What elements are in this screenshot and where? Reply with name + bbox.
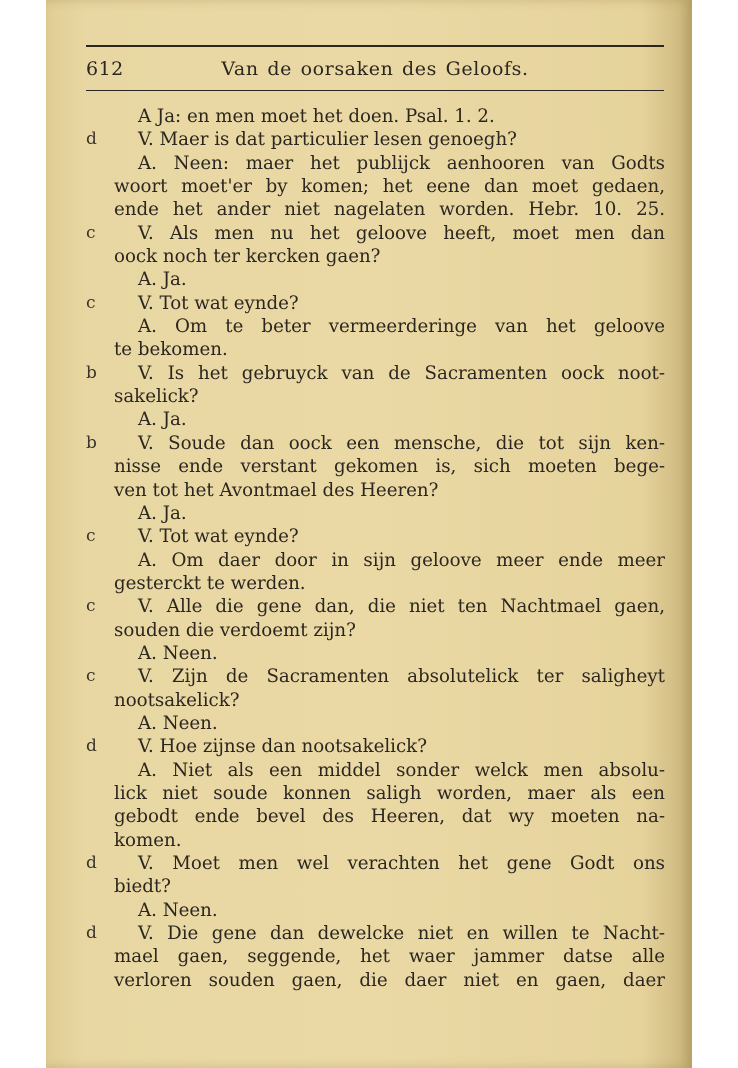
line-text: A. Ja.: [138, 409, 187, 431]
margin-marker: b: [86, 362, 97, 383]
line-text: ende het ander niet nagelaten worden. Hebr. 10. 25.: [114, 199, 665, 221]
text-line: [0, 549, 738, 572]
text-line: [0, 292, 738, 315]
line-text: mael gaen, seggende, het waer jammer datse alle: [114, 946, 665, 968]
text-line: [0, 969, 738, 992]
text-line: [0, 922, 738, 945]
text-line: [0, 829, 738, 852]
line-text: V. Soude dan oock een mensche, die tot sijn ken-: [138, 432, 665, 454]
line-text: gesterckt te werden.: [114, 572, 306, 594]
text-line: [0, 852, 738, 875]
header-rule-bottom: [86, 90, 664, 91]
line-text: A. Om daer door in sijn geloove meer ende meer: [138, 549, 665, 571]
text-line: [0, 362, 738, 385]
line-text: woort moet'er by komen; het eene dan moet gedaen,: [114, 176, 665, 198]
text-line: [0, 338, 738, 361]
text-line: [0, 245, 738, 268]
line-text: gebodt ende bevel des Heeren, dat wy moeten na-: [114, 806, 665, 828]
text-line: [0, 222, 738, 245]
line-text: V. Die gene dan dewelcke niet en willen te Nacht-: [138, 923, 665, 945]
text-line: [0, 175, 738, 198]
margin-marker: b: [86, 432, 97, 453]
line-text: A. Ja.: [138, 269, 187, 291]
line-text: V. Maer is dat particulier lesen genoegh?: [138, 129, 517, 151]
text-line: [0, 128, 738, 151]
text-line: [0, 268, 738, 291]
line-text: V. Tot wat eynde?: [138, 292, 299, 314]
text-line: [0, 875, 738, 898]
line-text: V. Zijn de Sacramenten absolutelick ter saligheyt: [138, 666, 665, 688]
text-line: [0, 945, 738, 968]
text-line: [0, 455, 738, 478]
text-line: [0, 899, 738, 922]
margin-marker: c: [86, 666, 96, 687]
line-text: komen.: [114, 829, 182, 851]
text-line: [0, 152, 738, 175]
text-line: [0, 759, 738, 782]
line-text: nootsakelick?: [114, 689, 240, 711]
text-line: [0, 595, 738, 618]
page-body: [0, 105, 738, 992]
line-text: verloren souden gaen, die daer niet en gaen, daer: [114, 969, 665, 991]
text-line: [0, 105, 738, 128]
text-line: [0, 315, 738, 338]
margin-marker: c: [86, 596, 96, 617]
line-text: A. Neen.: [138, 899, 218, 921]
margin-marker: d: [86, 923, 97, 944]
text-line: [0, 619, 738, 642]
text-line: [0, 479, 738, 502]
line-text: ven tot het Avontmael des Heeren?: [114, 479, 439, 501]
line-text: biedt?: [114, 876, 171, 898]
text-line: [0, 712, 738, 735]
line-text: V. Moet men wel verachten het gene Godt ons: [138, 853, 665, 874]
line-text: lick niet soude konnen saligh worden, maer als een: [114, 782, 665, 804]
text-line: [0, 385, 738, 408]
margin-marker: d: [86, 736, 97, 757]
text-line: [0, 805, 738, 828]
line-text: A. Neen.: [138, 712, 218, 734]
line-text: nisse ende verstant gekomen is, sich moeten bege-: [114, 456, 665, 478]
text-line: [0, 642, 738, 665]
text-line: [0, 735, 738, 758]
line-text: V. Hoe zijnse dan nootsakelick?: [138, 736, 427, 758]
line-text: A. Neen.: [138, 642, 218, 664]
text-line: [0, 782, 738, 805]
line-text: V. Tot wat eynde?: [138, 526, 299, 548]
margin-marker: d: [86, 129, 97, 150]
line-text: A. Om te beter vermeerderinge van het geloove: [138, 316, 665, 338]
line-text: A. Niet als een middel sonder welck men absolu-: [138, 759, 665, 781]
line-text: sakelick?: [114, 386, 199, 408]
line-text: A. Ja.: [138, 502, 187, 524]
margin-marker: c: [86, 526, 96, 547]
margin-marker: c: [86, 222, 96, 243]
line-text: V. Alle die gene dan, die niet ten Nachtmael gaen,: [138, 596, 665, 618]
text-line: [0, 665, 738, 688]
text-line: [0, 689, 738, 712]
header-rule-top: [86, 45, 664, 47]
text-line: [0, 408, 738, 431]
page-number: 612: [86, 58, 124, 80]
line-text: oock noch ter kercken gaen?: [114, 246, 381, 268]
text-line: [0, 572, 738, 595]
text-line: [0, 198, 738, 221]
line-text: V. Als men nu het geloove heeft, moet men dan: [138, 222, 665, 244]
line-text: te bekomen.: [114, 339, 228, 361]
text-line: [0, 525, 738, 548]
line-text: A. Neen: maer het publijck aenhooren van Godts: [138, 152, 665, 174]
text-line: [0, 502, 738, 525]
line-text: A Ja: en men moet het doen. Psal. 1. 2.: [138, 106, 495, 127]
line-text: souden die verdoemt zijn?: [114, 619, 356, 641]
margin-marker: d: [86, 853, 97, 873]
margin-marker: c: [86, 292, 96, 313]
line-text: V. Is het gebruyck van de Sacramenten oock noot-: [138, 362, 665, 384]
text-line: [0, 432, 738, 455]
running-title: Van de oorsaken des Geloofs.: [221, 58, 529, 80]
